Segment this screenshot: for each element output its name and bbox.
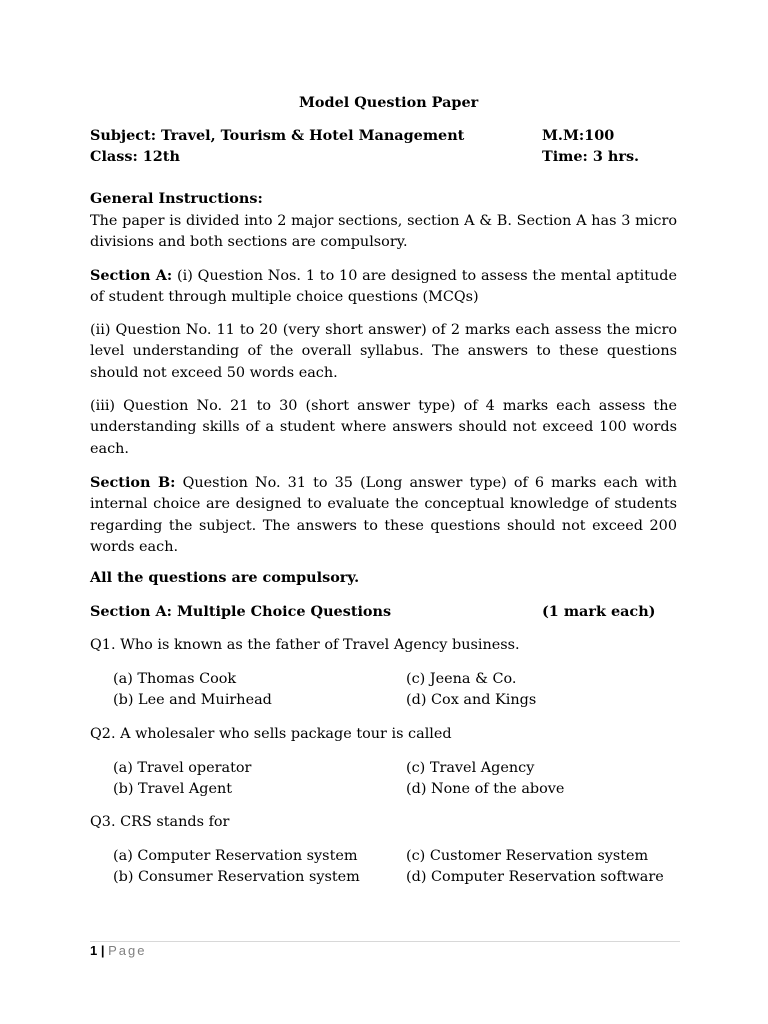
q3-option-c: (c) Customer Reservation system — [406, 848, 649, 864]
page-footer — [90, 943, 146, 958]
section-a-note-i — [90, 265, 677, 309]
question-3: Q3. CRS stands for — [90, 814, 230, 830]
q2-option-d: (d) None of the above — [406, 781, 565, 797]
q2-option-a: (a) Travel operator — [113, 760, 252, 776]
page-number: 1 — [90, 943, 98, 958]
section-b-text: Question No. 31 to 35 (Long answer type) of 6 marks each with internal choice are designed to evaluate the conceptual knowledge of students regarding the subject. The answers to these questions should not exceed 200 words each. — [90, 475, 677, 556]
q2-option-b: (b) Travel Agent — [113, 781, 233, 797]
mcq-section-heading: Section A: Multiple Choice Questions — [90, 603, 392, 620]
page-title: Model Question Paper — [299, 94, 479, 111]
q1-option-d: (d) Cox and Kings — [406, 692, 537, 708]
mcq-section-marks: (1 mark each) — [542, 603, 656, 620]
page-separator: | — [97, 943, 109, 958]
class-label: Class: 12th — [90, 148, 180, 165]
q1-option-a: (a) Thomas Cook — [113, 671, 237, 687]
section-a-label: Section A: — [90, 267, 173, 284]
subject-label: Subject: Travel, Tourism & Hotel Management — [90, 127, 465, 144]
section-b-label: Section B: — [90, 474, 176, 491]
section-a-note-ii: (ii) Question No. 11 to 20 (very short answer) of 2 marks each assess the micro level understanding of the overall syllabus. The answers to these questions should not exceed 50 words each. — [90, 322, 677, 381]
time-label: Time: 3 hrs. — [542, 148, 640, 165]
q1-option-b: (b) Lee and Muirhead — [113, 692, 272, 708]
general-instructions-heading: General Instructions: — [90, 190, 263, 207]
general-instructions-text: The paper is divided into 2 major sections, section A & B. Section A has 3 micro divisions and both sections are compulsory. — [90, 213, 677, 251]
max-marks-label: M.M:100 — [542, 127, 615, 144]
question-2: Q2. A wholesaler who sells package tour is called — [90, 726, 452, 742]
section-a-item-i: (i) Question Nos. 1 to 10 are designed to assess the mental aptitude of student through multiple choice questions (MCQs) — [90, 268, 677, 306]
question-1: Q1. Who is known as the father of Travel Agency business. — [90, 637, 520, 653]
section-a-note-iii: (iii) Question No. 21 to 30 (short answer type) of 4 marks each assess the understanding skills of a student where answers should not exceed 100 words each. — [90, 398, 677, 457]
page-word: Page — [108, 943, 147, 958]
footer-divider — [90, 941, 680, 942]
q1-option-c: (c) Jeena & Co. — [406, 671, 517, 687]
compulsory-note: All the questions are compulsory. — [90, 569, 360, 586]
q3-option-b: (b) Consumer Reservation system — [113, 869, 360, 885]
q3-option-d: (d) Computer Reservation software — [406, 869, 664, 885]
section-b-note — [90, 472, 677, 559]
q2-option-c: (c) Travel Agency — [406, 760, 535, 776]
q3-option-a: (a) Computer Reservation system — [113, 848, 358, 864]
